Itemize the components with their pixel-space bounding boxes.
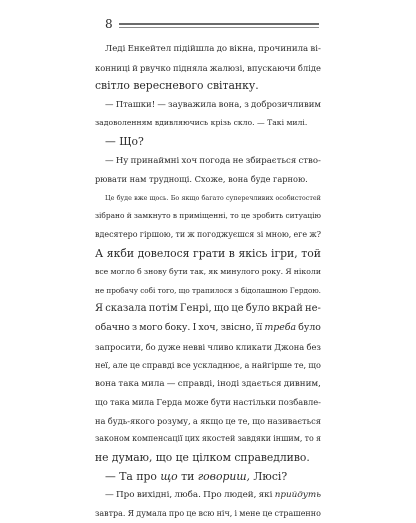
text-line: обачно з мого боку. І хоч, звісно, її треба було xyxy=(95,321,321,333)
text-line: — Ну принаймні хоч погода не збирається ство- xyxy=(105,155,321,166)
text-line: світло вересневого світанку. xyxy=(95,79,259,93)
text-line: що така мила Герда може бути настільки позбавле- xyxy=(95,397,321,408)
text-line: — Пташки! — зауважила вона, з доброзичливим xyxy=(105,99,321,110)
text-line: вдесятеро гіршою, ти ж погоджуєшся зі мною, еге ж? xyxy=(95,229,321,239)
text-line: на будь-якого розуму, а якщо це те, що називається xyxy=(95,415,321,426)
text-line: — Про вихідні, люба. Про людей, які прийдуть xyxy=(105,490,321,501)
text-line: А якби довелося грати в якісь ігри, той xyxy=(95,246,321,260)
text-line: задоволенням вдивляючись крізь скло. — Такі милі. xyxy=(95,118,308,128)
text-line: — Що? xyxy=(105,134,144,148)
page-number: 8 xyxy=(105,17,113,31)
text-line: зібрано й замкнуто в приміщенні, то це зробить ситуацію xyxy=(95,211,321,221)
text-line: конниці й рвучко підняла жалюзі, впускаючи бліде xyxy=(95,62,321,73)
header-rule-thin xyxy=(119,27,319,28)
text-line: рювати нам труднощі. Схоже, вона буде гарною. xyxy=(95,174,308,185)
header-rule xyxy=(119,21,319,28)
text-line: — Та про що ти говориш, Люсі? xyxy=(105,469,288,483)
text-line: законом компенсації цих якостей завдяки іншим, то я xyxy=(95,434,321,444)
text-line: Це буде вже щось. Бо якщо багато суперечливих особистостей xyxy=(105,193,321,202)
header-rule-thick xyxy=(119,23,319,25)
text-line: не думаю, що це цілком справедливо. xyxy=(95,451,310,465)
text-line: завтра. Я думала про це всю ніч, і мене це страшенно xyxy=(95,508,321,518)
body-text xyxy=(95,40,321,523)
text-line: вона така мила — справді, іноді здається дивним, xyxy=(95,378,321,389)
text-line: не пробачу собі того, що трапилося з бідолашною Гердою. xyxy=(95,285,321,295)
text-line: все могло б знову бути так, як минулого року. Я ніколи xyxy=(95,267,321,277)
text-line: Я сказала потім Генрі, що це було вкрай не- xyxy=(95,303,321,315)
text-line: запросити, бо дуже невві чливо кликати Джона без xyxy=(95,341,321,352)
text-line: неї, але це справді все ускладнює, а найгірше те, що xyxy=(95,360,321,371)
text-line: Леді Енкейтел підійшла до вікна, прочинила ві- xyxy=(105,44,321,54)
page-header xyxy=(105,17,319,31)
